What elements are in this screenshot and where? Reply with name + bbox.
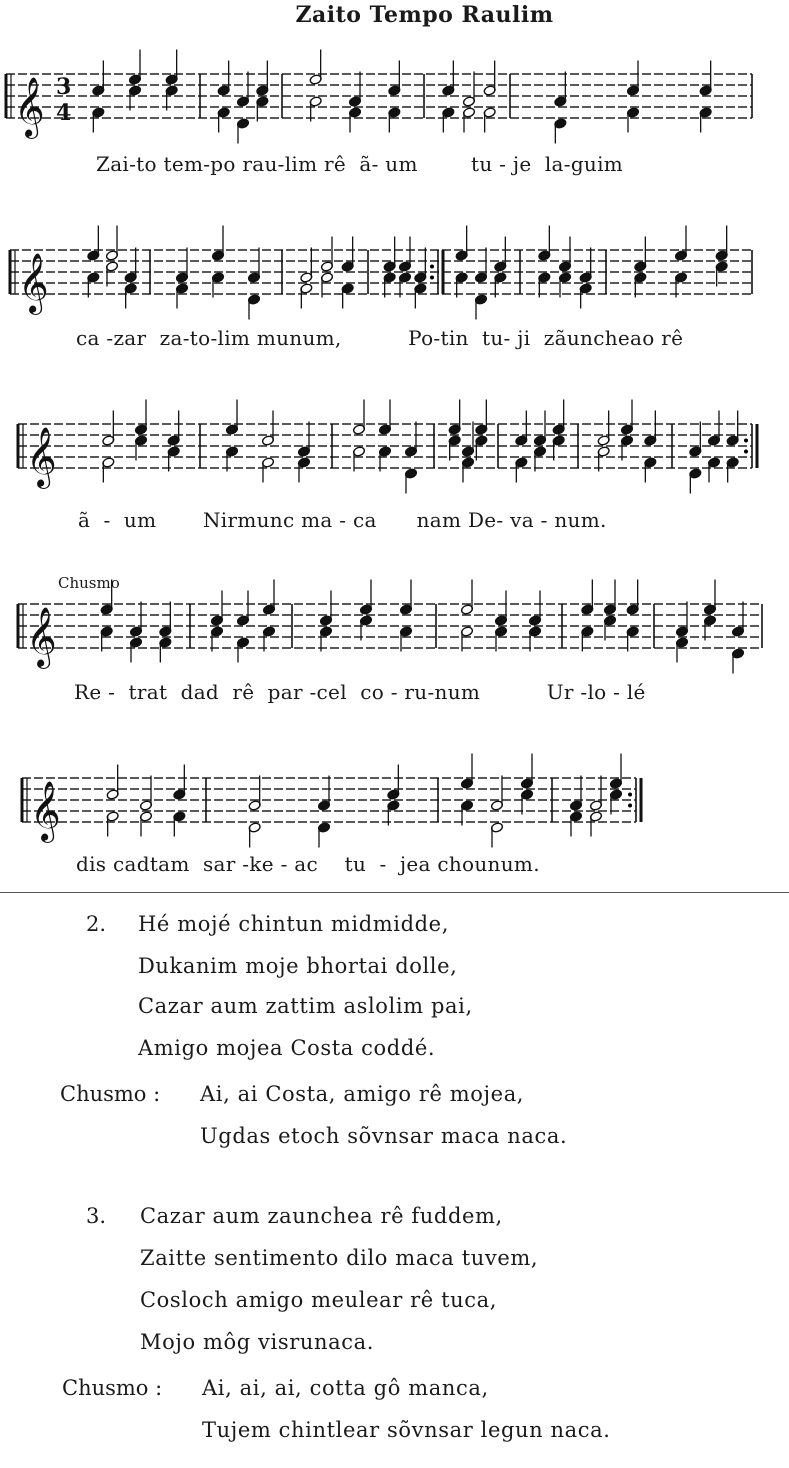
chorus-line: Tujem chintlear sõvnsar legun naca. (202, 1418, 611, 1442)
chusmo-section-label: Chusmo (58, 574, 120, 592)
chorus-line: Ai, ai, ai, cotta gô manca, (202, 1376, 489, 1400)
treble-clef-icon: 𝄞 (30, 781, 61, 841)
verse-line: Cazar aum zaunchea rê fuddem, (140, 1204, 503, 1228)
chorus-label: Chusmo : (60, 1082, 161, 1106)
chorus-label: Chusmo : (62, 1376, 163, 1400)
repeat-dot (628, 804, 632, 808)
treble-clef-icon: 𝄞 (26, 607, 57, 667)
verse-line: Dukanim moje bhortai dolle, (138, 954, 458, 978)
time-signature-top: 3 (56, 74, 72, 100)
section-divider (0, 892, 789, 893)
verse-line: Hé mojé chintun midmidde, (138, 912, 449, 936)
verse-line: Zaitte sentimento dilo maca tuvem, (140, 1246, 539, 1270)
verse-line: Amigo mojea Costa coddé. (138, 1036, 436, 1060)
verse-number: 2. (86, 912, 107, 936)
lyric-line-1: Zai-to tem-po rau-lim rê ã- um tu - je la-guim (96, 152, 624, 176)
verse-number: 3. (86, 1204, 107, 1228)
verse-line: Cazar aum zattim aslolim pai, (138, 994, 473, 1018)
chorus-line: Ai, ai Costa, amigo rê mojea, (200, 1082, 525, 1106)
verse-line: Cosloch amigo meulear rê tuca, (140, 1288, 498, 1312)
treble-clef-icon: 𝄞 (18, 253, 49, 313)
lyric-line-4: Re - trat dad rê par -cel co - ru-num Ur -lo - lé (74, 680, 646, 704)
lyric-line-2: ca -zar za-to-lim munum, Po-tin tu- ji zãuncheao rê (76, 326, 684, 350)
lyric-line-3: ã - um Nirmunc ma - ca nam De- va - num. (78, 508, 607, 532)
verse-line: Mojo môg visrunaca. (140, 1330, 374, 1354)
chorus-line: Ugdas etoch sõvnsar maca naca. (200, 1124, 568, 1148)
lyric-line-5: dis cadtam sar -ke - ac tu - jea chounum. (76, 852, 540, 876)
treble-clef-icon: 𝄞 (14, 77, 45, 137)
repeat-dot (628, 793, 632, 797)
treble-clef-icon: 𝄞 (26, 427, 57, 487)
time-signature-bottom: 4 (56, 100, 72, 126)
song-title: Zaito Tempo Raulim (295, 2, 554, 28)
